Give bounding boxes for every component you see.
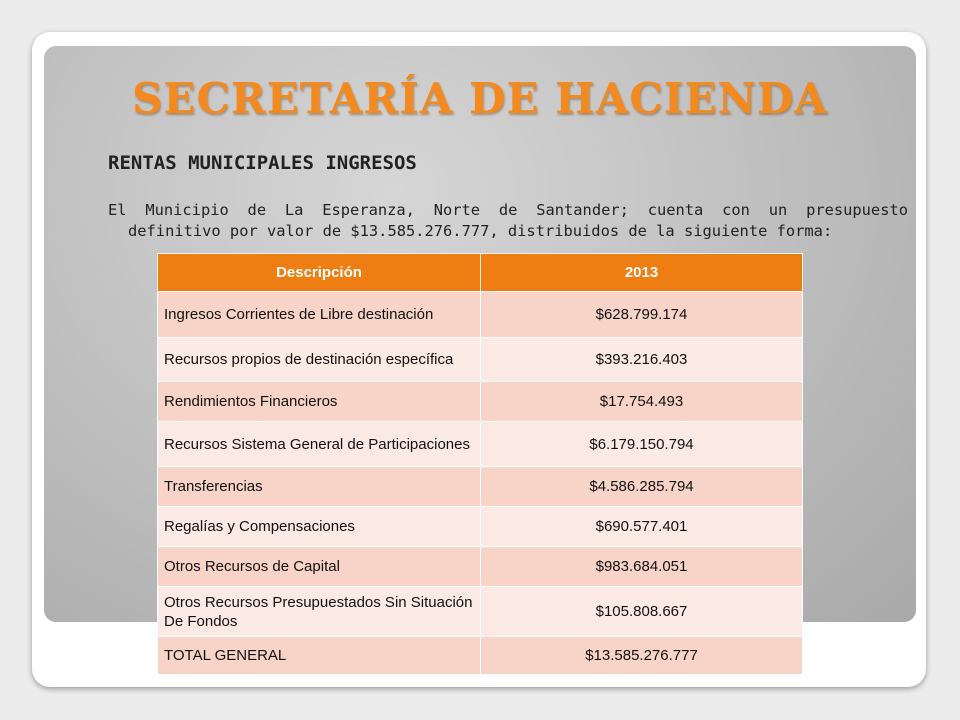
row-description: Recursos Sistema General de Participaciones [158,422,481,467]
income-table [157,253,803,675]
row-value: $6.179.150.794 [481,422,803,467]
row-description: TOTAL GENERAL [158,637,481,675]
table-row [158,422,803,467]
header-year: 2013 [481,254,803,292]
row-description: Rendimientos Financieros [158,382,481,422]
row-value: $983.684.051 [481,547,803,587]
intro-line-1: El Municipio de La Esperanza, Norte de Santander; cuenta con un presupuesto [108,201,908,219]
table-header-row [158,254,803,292]
row-value: $690.577.401 [481,507,803,547]
row-value: $13.585.276.777 [481,637,803,675]
table-row [158,382,803,422]
header-description: Descripción [158,254,481,292]
row-value: $628.799.174 [481,292,803,338]
intro-line-2: definitivo por valor de $13.585.276.777, distribuidos de la siguiente forma: [128,222,833,240]
table-row [158,547,803,587]
table-row [158,587,803,637]
row-description: Regalías y Compensaciones [158,507,481,547]
row-description: Otros Recursos Presupuestados Sin Situación De Fondos [158,587,481,637]
row-description: Transferencias [158,467,481,507]
row-description: Ingresos Corrientes de Libre destinación [158,292,481,338]
row-description: Otros Recursos de Capital [158,547,481,587]
table-row [158,467,803,507]
row-description: Recursos propios de destinación específica [158,338,481,382]
row-value: $105.808.667 [481,587,803,637]
row-value: $4.586.285.794 [481,467,803,507]
table-row [158,338,803,382]
slide-subtitle: RENTAS MUNICIPALES INGRESOS [108,152,417,174]
table-row [158,507,803,547]
row-value: $17.754.493 [481,382,803,422]
row-value: $393.216.403 [481,338,803,382]
table-row-total [158,637,803,675]
slide-title: SECRETARÍA DE HACIENDA [132,74,828,123]
intro-paragraph [108,200,908,242]
table-row [158,292,803,338]
